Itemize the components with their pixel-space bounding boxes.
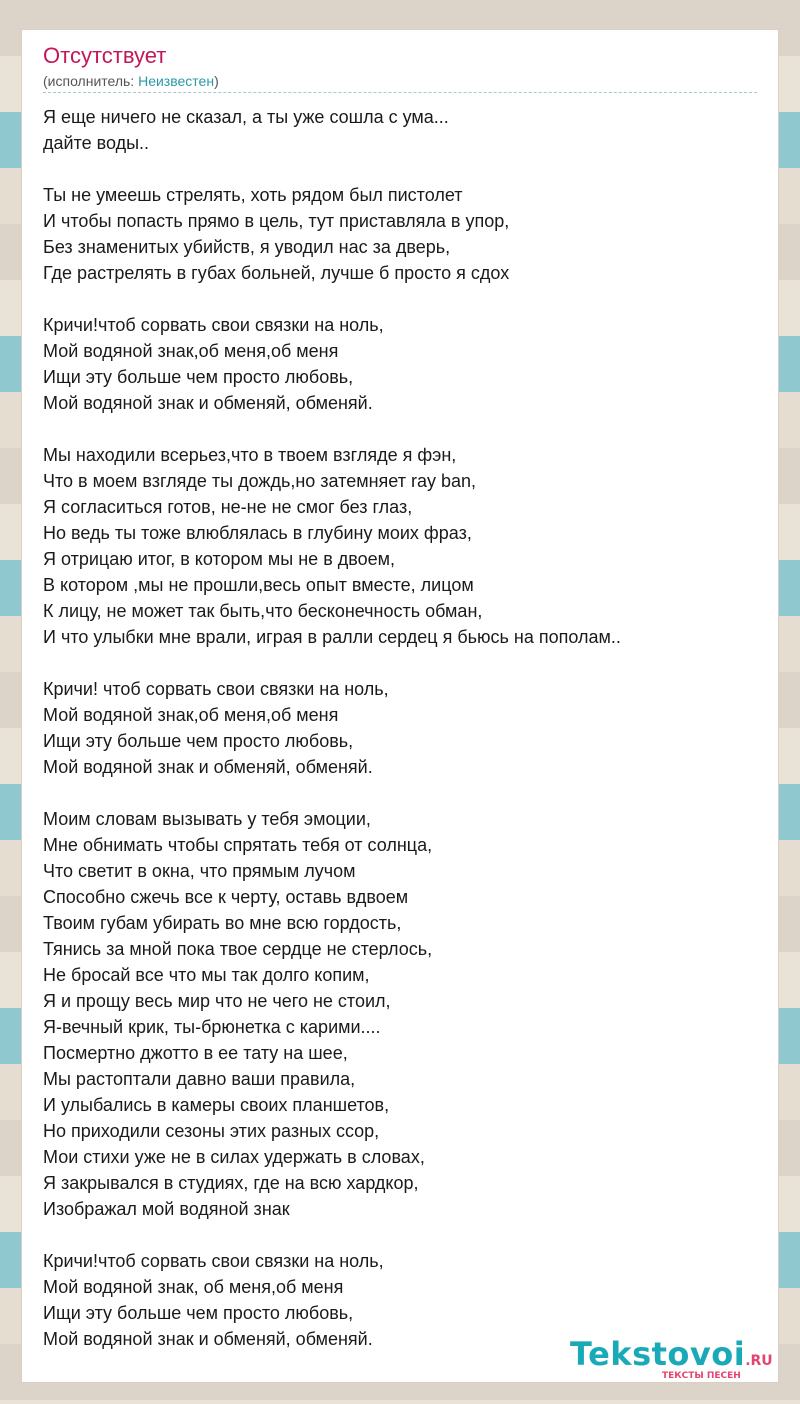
lyrics-line: Я отрицаю итог, в котором мы не в двоем, <box>43 549 396 569</box>
lyrics-line: Я и прощу весь мир что не чего не стоил, <box>43 991 391 1011</box>
lyrics-line: Что светит в окна, что прямым лучом <box>43 861 356 881</box>
lyrics-line: Изображал мой водяной знак <box>43 1199 290 1219</box>
lyrics-line: И что улыбки мне врали, играя в ралли сердец я бьюсь на пополам.. <box>43 627 621 647</box>
lyrics-line: Мы находили всерьез,что в твоем взгляде я фэн, <box>43 445 457 465</box>
lyrics-line: Кричи!чтоб сорвать свои связки на ноль, <box>43 315 384 335</box>
lyrics-line: Мне обнимать чтобы спрятать тебя от солнца, <box>43 835 433 855</box>
lyrics-line: Ищи эту больше чем просто любовь, <box>43 731 354 751</box>
lyrics-line: Твоим губам убирать во мне всю гордость, <box>43 913 402 933</box>
lyrics-line: Мой водяной знак, об меня,об меня <box>43 1277 344 1297</box>
lyrics-line: Я закрывался в студиях, где на всю хардкор, <box>43 1173 419 1193</box>
lyrics-card <box>22 30 778 1382</box>
header-divider <box>43 92 757 93</box>
lyrics-text <box>43 104 763 1378</box>
performer-prefix: (исполнитель: <box>43 73 139 89</box>
lyrics-line: Мой водяной знак,об меня,об меня <box>43 341 339 361</box>
lyrics-line: К лицу, не может так быть,что бесконечность обман, <box>43 601 483 621</box>
lyrics-line: Моим словам вызывать у тебя эмоции, <box>43 809 371 829</box>
logo-tld: .RU <box>745 1353 773 1369</box>
lyrics-line: Я согласиться готов, не-не не смог без глаз, <box>43 497 413 517</box>
lyrics-line: И улыбались в камеры своих планшетов, <box>43 1095 390 1115</box>
lyrics-stanza <box>43 442 763 650</box>
lyrics-line: Но приходили сезоны этих разных ссор, <box>43 1121 380 1141</box>
performer-suffix: ) <box>214 73 219 89</box>
lyrics-stanza <box>43 104 763 156</box>
lyrics-line: Что в моем взгляде ты дождь,но затемняет ray ban, <box>43 471 476 491</box>
lyrics-stanza <box>43 806 763 1222</box>
lyrics-line: Я-вечный крик, ты-брюнетка с карими.... <box>43 1017 381 1037</box>
lyrics-line: Ищи эту больше чем просто любовь, <box>43 1303 354 1323</box>
lyrics-line: Кричи! чтоб сорвать свои связки на ноль, <box>43 679 389 699</box>
lyrics-line: И чтобы попасть прямо в цель, тут приставляла в упор, <box>43 211 510 231</box>
song-title: Отсутствует <box>43 43 167 68</box>
lyrics-line: Мой водяной знак и обменяй, обменяй. <box>43 757 373 777</box>
lyrics-line: Мой водяной знак и обменяй, обменяй. <box>43 393 373 413</box>
lyrics-line: Без знаменитых убийств, я уводил нас за дверь, <box>43 237 451 257</box>
lyrics-stanza <box>43 676 763 780</box>
lyrics-line: Мой водяной знак,об меня,об меня <box>43 705 339 725</box>
lyrics-line: Способно сжечь все к черту, оставь вдвоем <box>43 887 409 907</box>
lyrics-line: Я еще ничего не сказал, а ты уже сошла с ума... <box>43 107 449 127</box>
lyrics-line: Не бросай все что мы так долго копим, <box>43 965 370 985</box>
lyrics-stanza <box>43 312 763 416</box>
lyrics-line: Посмертно джотто в ее тату на шее, <box>43 1043 348 1063</box>
site-logo[interactable] <box>570 1335 780 1383</box>
lyrics-line: Где растрелять в губах больней, лучше б просто я сдох <box>43 263 510 283</box>
lyrics-line: В котором ,мы не прошли,весь опыт вместе, лицом <box>43 575 474 595</box>
performer-line <box>43 73 219 89</box>
lyrics-stanza <box>43 182 763 286</box>
lyrics-line: Ищи эту больше чем просто любовь, <box>43 367 354 387</box>
lyrics-line: Ты не умеешь стрелять, хоть рядом был пистолет <box>43 185 463 205</box>
lyrics-line: Мы растоптали давно ваши правила, <box>43 1069 356 1089</box>
lyrics-line: Мои стихи уже не в силах удержать в словах, <box>43 1147 425 1167</box>
logo-tagline: ТЕКСТЫ ПЕСЕН <box>662 1371 741 1381</box>
logo-brand: Tekstovoi <box>570 1335 746 1373</box>
lyrics-line: Но ведь ты тоже влюблялась в глубину моих фраз, <box>43 523 472 543</box>
lyrics-line: Тянись за мной пока твое сердце не стерлось, <box>43 939 433 959</box>
lyrics-line: Кричи!чтоб сорвать свои связки на ноль, <box>43 1251 384 1271</box>
performer-link[interactable]: Неизвестен <box>138 73 215 89</box>
lyrics-line: Мой водяной знак и обменяй, обменяй. <box>43 1329 373 1349</box>
lyrics-line: дайте воды.. <box>43 133 150 153</box>
